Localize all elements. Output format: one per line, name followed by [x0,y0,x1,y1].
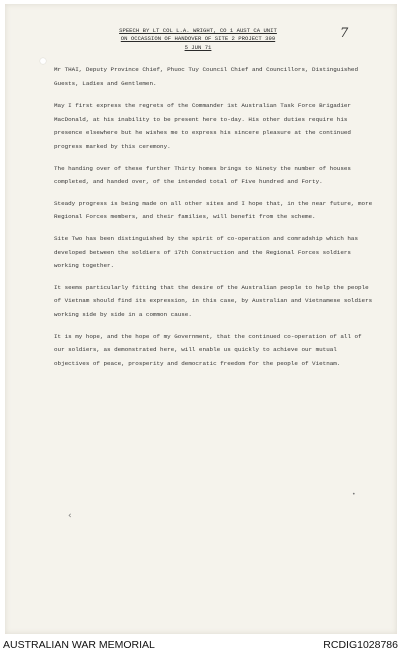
speech-body [54,63,374,378]
archive-footer [0,634,402,654]
speech-heading [60,27,336,52]
page-number: 7 [340,26,349,41]
paragraph-salutation: Mr THAI, Deputy Province Chief, Phuoc Tuy Council Chief and Councillors, Distinguished Guests, Ladies and Gentlemen. [54,66,359,87]
paragraph-site-two: Site Two has been distinguished by the spirit of co-operation and comradship which has developed between the soldiers of 17th Construction and the Regional Forces soldiers working together. [54,234,359,270]
heading-date: 5 JUN 71 [184,43,212,51]
heading-line-2: ON OCCASSION OF HANDOVER OF SITE 2 PROJECT 399 [120,35,276,43]
heading-line-1: SPEECH BY LT COL L.A. WRIGHT, CO 1 AUST CA UNIT [119,27,277,34]
paragraph-handover: The handing over of these further Thirty homes brings to Ninety the number of houses completed, and handed over, of the intended total of Five hundred and Forty. [54,164,351,186]
archive-name: AUSTRALIAN WAR MEMORIAL [3,639,155,651]
ink-dot: • [352,491,356,498]
paragraph-hope: It is my hope, and the hope of my Government, that the continued co-operation of all of our soldiers, as demonstrated here, will enable us quickly to achieve our mutual objectives of peace, prosperity and democratic freedom for the people of Vietnam. [54,332,362,367]
paragraph-fitting: It seems particularly fitting that the desire of the Australian people to help the people of Vietnam should find its expression, in this case, by Australian and Vietnamese soldiers working side by side in a common cause. [54,283,373,318]
pencil-mark: ‹ [68,511,72,521]
paragraph-regrets: May I first express the regrets of the Commander 1st Australian Task Force Brigadier MacDonald, at his inability to be present here to-day. His other duties require his presence elsewhere but he wishes me to express his sincere pleasure at the continued progress marked by this ceremony. [54,102,351,150]
paragraph-progress: Steady progress is being made on all other sites and I hope that, in the near future, more Regional Forces members, and their families, will benefit from the scheme. [54,199,373,221]
punch-hole [40,58,46,64]
archive-id: RCDIG1028786 [323,639,398,651]
